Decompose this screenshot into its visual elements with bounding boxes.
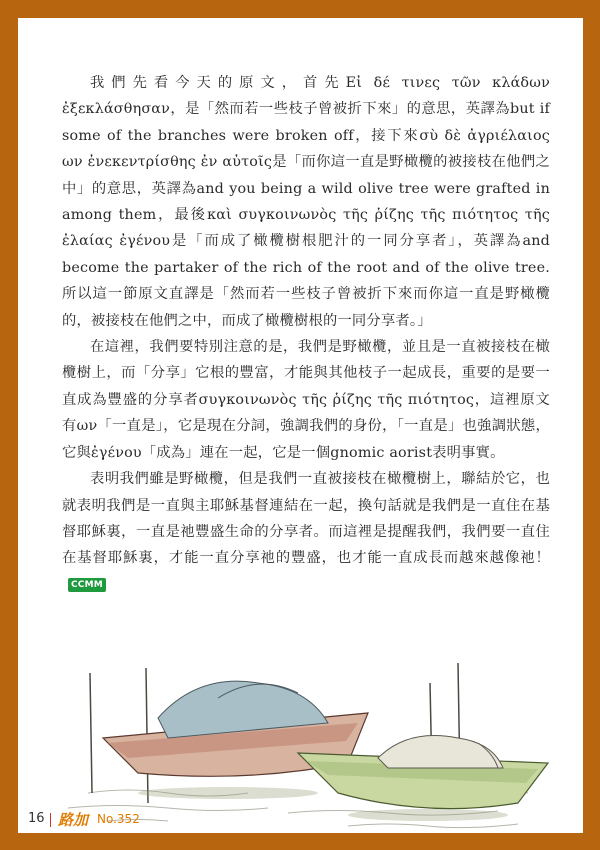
issue-number: No.352 [97, 812, 140, 826]
magazine-name: 路加 [58, 811, 89, 829]
paragraph-3 [62, 466, 550, 598]
paragraph-3-text: 表明我們雖是野橄欖，但是我們一直被接枝在橄欖樹上，聯結於它，也就表明我們是一直與主耶穌基督連結在一起，換句話就是我們是一直住在基督耶穌裏，一直是祂豐盛生命的分享者。而這裡是提醒我們，我們要一直住在基督耶穌裏，才能一直分享祂的豐盛，也才能一直成長而越來越像祂！ [62, 471, 550, 567]
footer-separator [50, 813, 51, 827]
ccmm-badge: CCMM [68, 578, 106, 592]
page-footer [18, 807, 583, 833]
page-number: 16 [28, 811, 45, 826]
boats-illustration [48, 643, 583, 833]
article-body [62, 70, 550, 598]
article-page [18, 18, 583, 833]
paragraph-1: 我們先看今天的原文，首先Εἰ δέ τινες τῶν κλάδων ἐξεκλάσθησαν，是「然而若一些枝子曾被折下來」的意思，英譯為but if some of the branches were broken off，接下來σὺ δὲ ἀγριέλαιος ων ἐνεκεντρίσθης ἐν αὐτοῖς是「而你這一直是野橄欖的被接枝在他們之中」的意思，英譯為and you being a wild olive tree were grafted in among them，最後καὶ συγκοινωνὸς τῆς ῥίζης τῆς πιότητος τῆς ἐλαίας ἐγένου是「而成了橄欖樹根肥汁的一同分享者」，英譯為and become the partaker of the rich of the root and of the olive tree. 所以這一節原文直譯是「然而若一些枝子曾被折下來而你這一直是野橄欖的，被接枝在他們之中，而成了橄欖樹根的一同分享者。」 [62, 75, 550, 329]
paragraph-2: 在這裡，我們要特別注意的是，我們是野橄欖，並且是一直被接枝在橄欖樹上，而「分享」它根的豐富，才能與其他枝子一起成長，重要的是要一直成為豐盛的分享者συγκοινωνὸς τῆς ῥίζης τῆς πιότητος，這裡原文有ων「一直是」，它是現在分詞，強調我們的身份，「一直是」也強調狀態，它與ἐγένου「成為」連在一起，它是一個gnomic aorist表明事實。 [62, 339, 550, 461]
